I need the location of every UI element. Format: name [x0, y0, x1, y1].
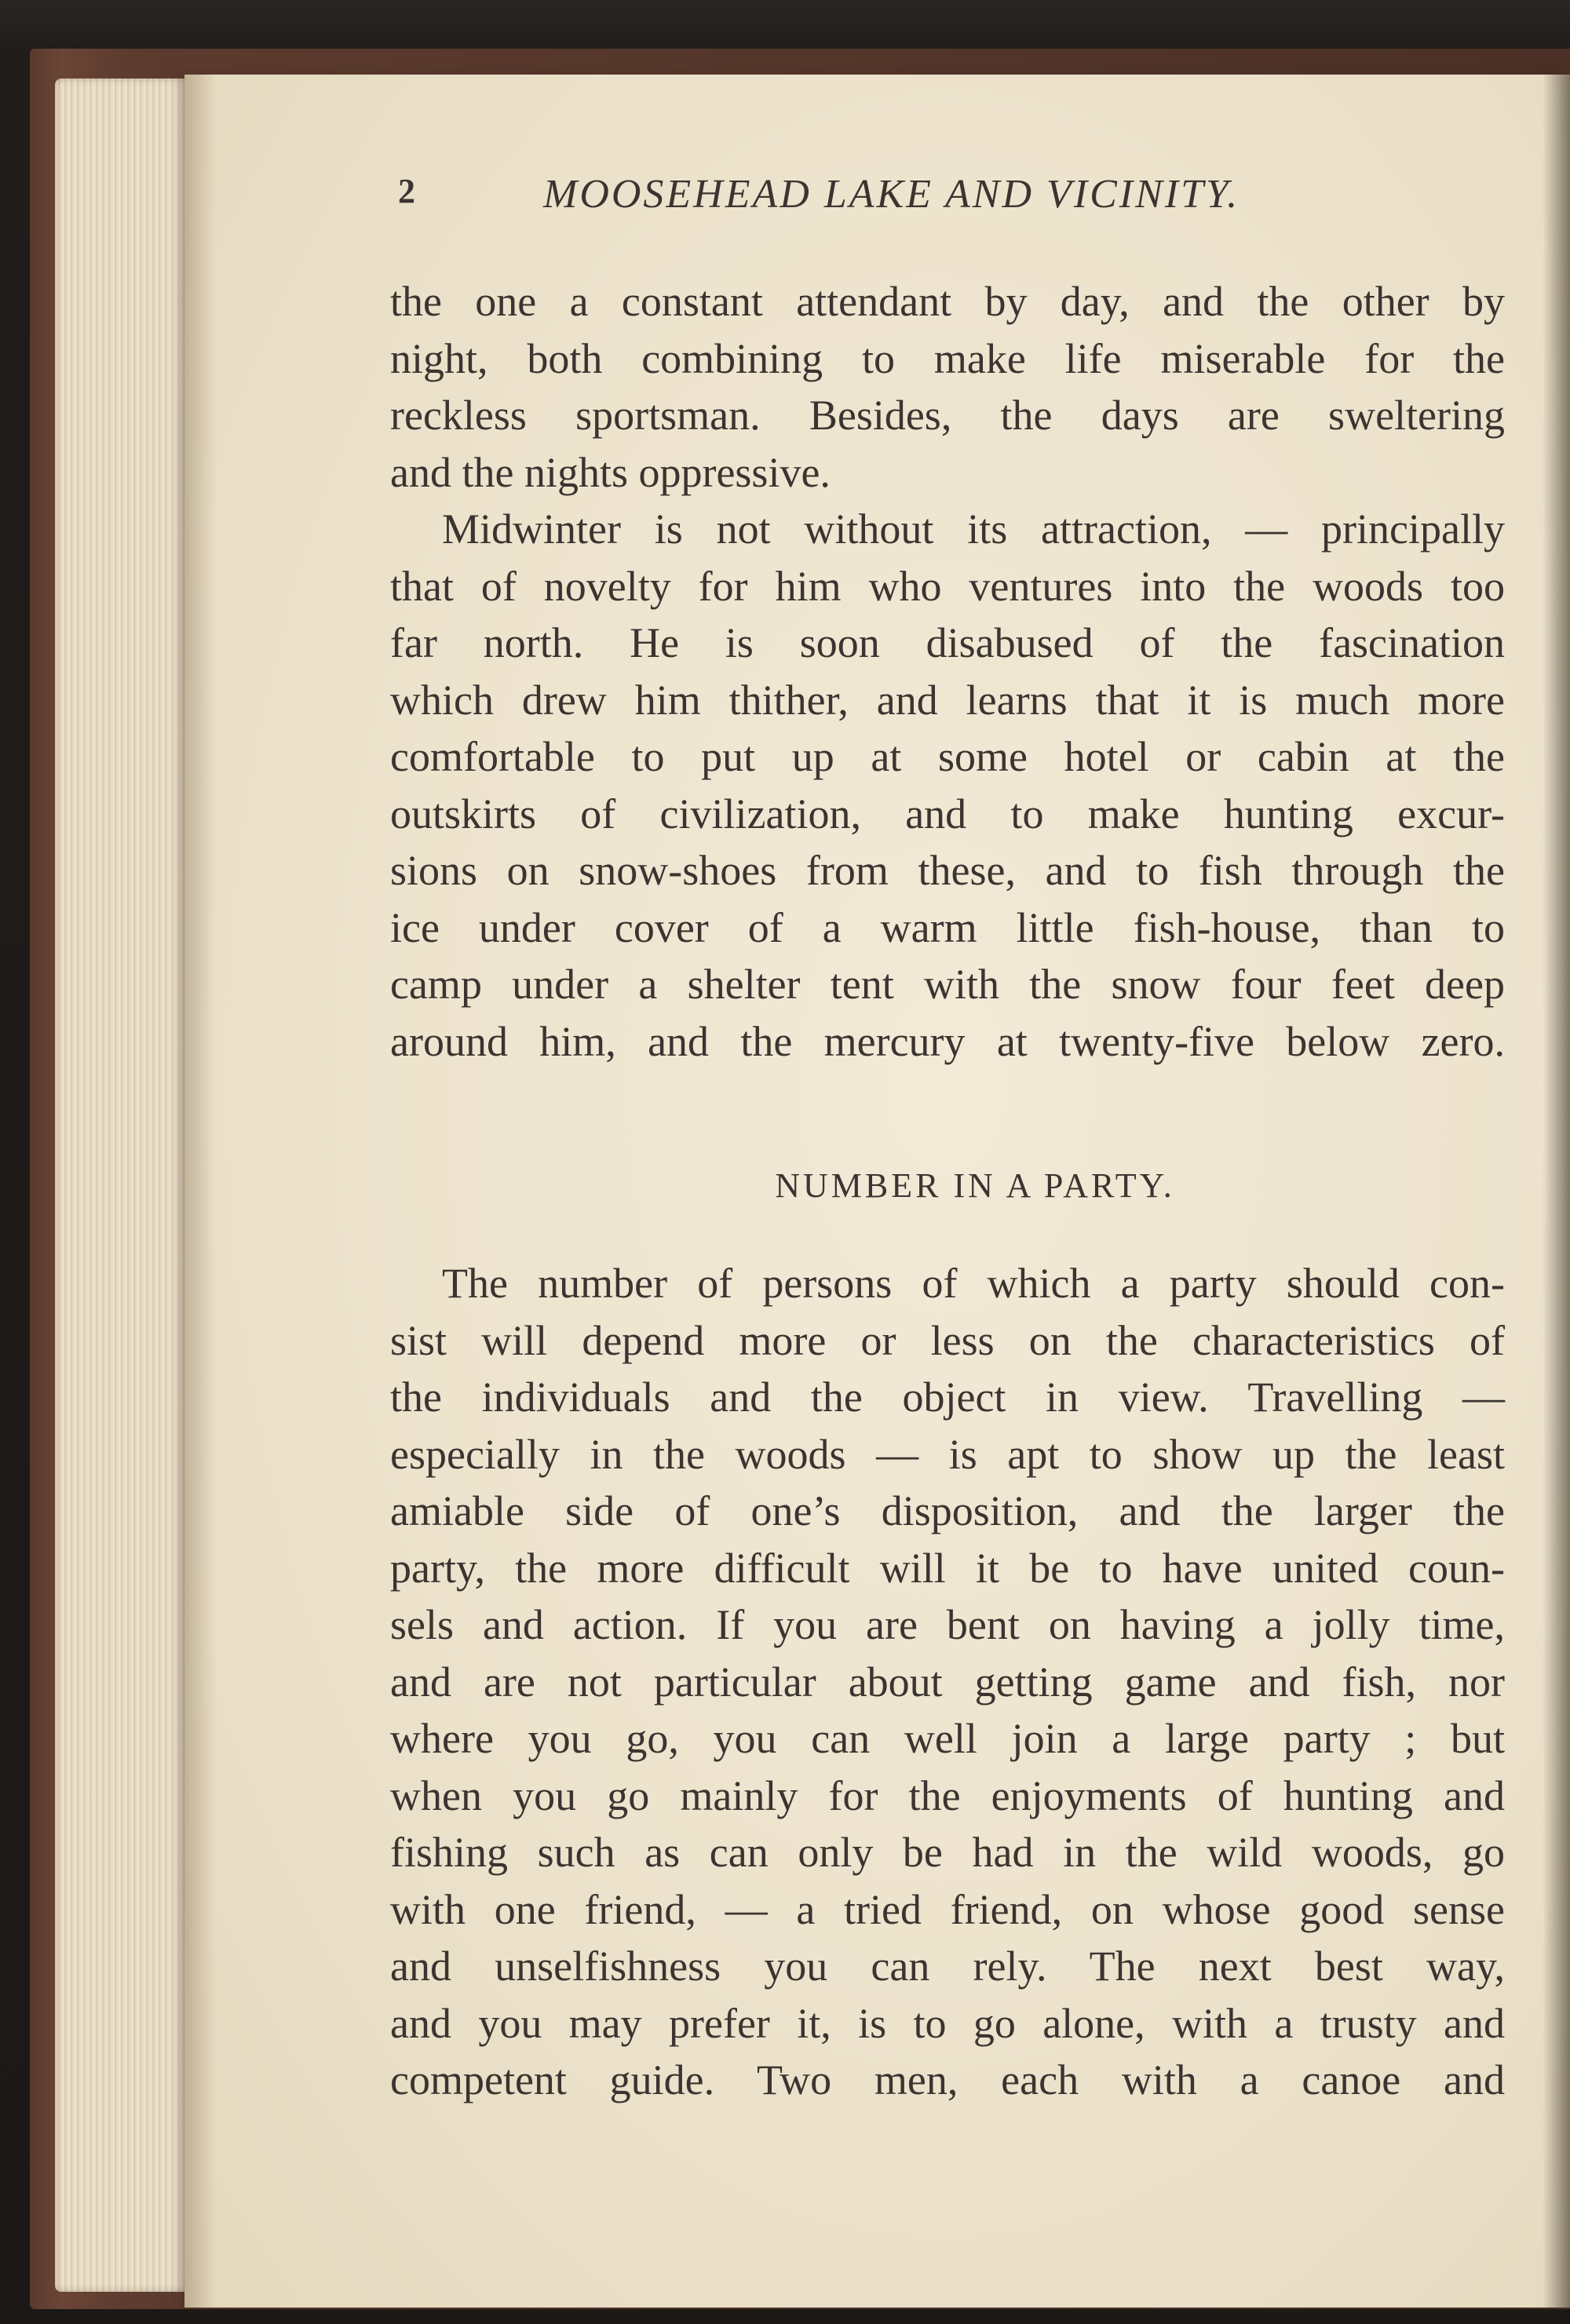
page-text — [390, 171, 1505, 2109]
text-line: The number of persons of which a party should con- — [442, 1260, 1505, 1307]
text-line: sist will depend more or less on the characteristics of — [390, 1316, 1505, 1364]
text-line: the one a constant attendant by day, and the other by — [390, 278, 1505, 325]
paragraph — [390, 1255, 1505, 2109]
text-line: and are not particular about getting game and fish, nor — [390, 1658, 1505, 1706]
text-line: the individuals and the object in view. Travelling — — [390, 1374, 1505, 1421]
body-text — [390, 273, 1505, 2109]
text-line: fishing such as can only be had in the wild woods, go — [390, 1829, 1505, 1876]
text-line: Midwinter is not without its attraction, — principally — [442, 505, 1505, 553]
paragraph — [390, 501, 1505, 1070]
page-number: 2 — [398, 172, 416, 210]
paragraph — [390, 273, 1505, 501]
running-head — [390, 171, 1505, 226]
page-edges — [55, 78, 188, 2292]
gutter-shadow — [184, 75, 216, 2308]
text-line: competent guide. Two men, each with a canoe and — [390, 2056, 1505, 2103]
text-line: which drew him thither, and learns that it is much more — [390, 676, 1505, 724]
text-line: outskirts of civilization, and to make hunting excur- — [390, 790, 1505, 837]
section-heading: NUMBER IN A PARTY. — [775, 1166, 1175, 1205]
running-title: MOOSEHEAD LAKE AND VICINITY. — [543, 172, 1240, 217]
text-line: sels and action. If you are bent on having a jolly time, — [390, 1601, 1505, 1648]
text-line: far north. He is soon disabused of the fascination — [390, 619, 1505, 666]
text-line: night, both combining to make life miserable for the — [390, 334, 1505, 382]
text-line: especially in the woods — is apt to show up the least — [390, 1430, 1505, 1478]
text-line: amiable side of one’s disposition, and the larger the — [390, 1487, 1505, 1534]
text-line: with one friend, — a tried friend, on whose good sense — [390, 1885, 1505, 1933]
text-line: and unselfishness you can rely. The next best way, — [390, 1943, 1505, 1990]
text-line: and you may prefer it, is to go alone, with a trusty and — [390, 1999, 1505, 2047]
text-line: when you go mainly for the enjoyments of hunting and — [390, 1771, 1505, 1819]
text-line: comfortable to put up at some hotel or cabin at the — [390, 733, 1505, 780]
text-line: sions on snow-shoes from these, and to fish through the — [390, 847, 1505, 894]
text-line: around him, and the mercury at twenty-five below zero. — [390, 1017, 1505, 1065]
page-right-edge — [1543, 75, 1570, 2308]
text-line: where you go, you can well join a large party ; but — [390, 1715, 1505, 1762]
text-line: camp under a shelter tent with the snow four feet deep — [390, 961, 1505, 1008]
text-line: ice under cover of a warm little fish-house, than to — [390, 903, 1505, 951]
text-line: party, the more difficult will it be to have united coun- — [390, 1544, 1505, 1592]
text-line: and the nights oppressive. — [390, 448, 831, 496]
text-line: that of novelty for him who ventures into the woods too — [390, 562, 1505, 610]
text-line: reckless sportsman. Besides, the days are sweltering — [390, 392, 1505, 439]
